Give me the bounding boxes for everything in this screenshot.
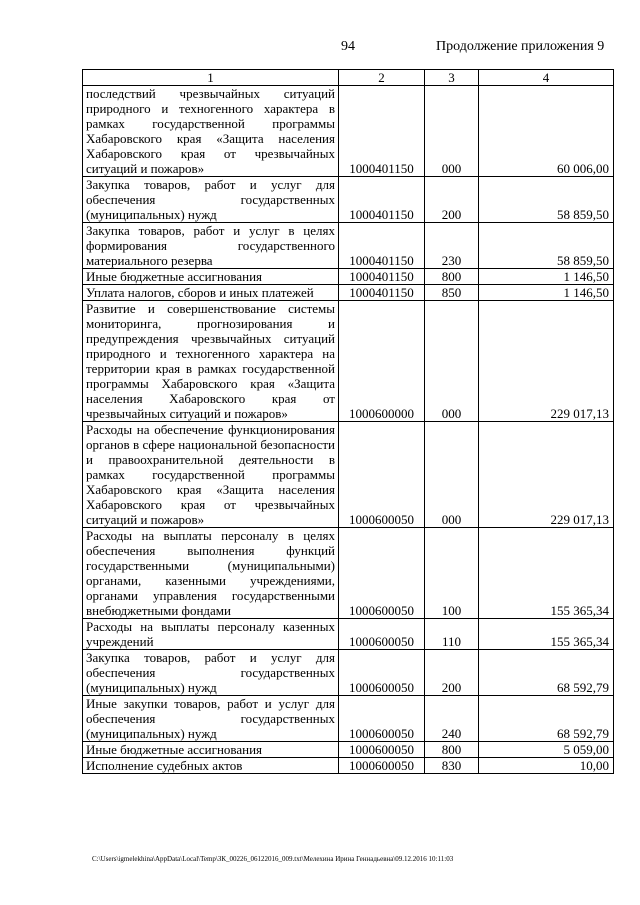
expense-type-code: 000 [425,301,479,422]
expense-name: Иные бюджетные ассигнования [83,269,339,285]
expense-name: Иные закупки товаров, работ и услуг для обеспечения государственных (муниципальных) нужд [83,696,339,742]
table-row [83,742,614,758]
target-article-code: 1000600000 [339,301,425,422]
expense-type-code: 240 [425,696,479,742]
expense-name: Расходы на обеспечение функционирования органов в сфере национальной безопасности и правоохранительной деятельности в рамках государственной программы Хабаровского края «Защита населения Хабаровского края от чрезвычайных ситуаций и пожаров» [83,422,339,528]
amount: 60 006,00 [479,86,614,177]
expense-type-code: 200 [425,177,479,223]
table-row [83,285,614,301]
expense-type-code: 000 [425,86,479,177]
column-number-row [83,70,614,86]
column-header: 4 [479,70,614,86]
column-header: 3 [425,70,479,86]
table-row [83,269,614,285]
expense-name: Закупка товаров, работ и услуг в целях формирования государственного материального резерва [83,223,339,269]
expense-name: Исполнение судебных актов [83,758,339,774]
page-number: 94 [341,39,355,54]
expense-name: Закупка товаров, работ и услуг для обеспечения государственных (муниципальных) нужд [83,177,339,223]
target-article-code: 1000600050 [339,742,425,758]
amount: 10,00 [479,758,614,774]
amount: 155 365,34 [479,528,614,619]
expense-name: Уплата налогов, сборов и иных платежей [83,285,339,301]
table-row [83,177,614,223]
table-row [83,422,614,528]
expense-name: последствий чрезвычайных ситуаций природного и техногенного характера в рамках государственной программы Хабаровского края «Защита населения Хабаровского края от чрезвычайных ситуаций и пожаров» [83,86,339,177]
target-article-code: 1000401150 [339,223,425,269]
expense-type-code: 230 [425,223,479,269]
expense-type-code: 110 [425,619,479,650]
target-article-code: 1000600050 [339,696,425,742]
table-row [83,528,614,619]
amount: 5 059,00 [479,742,614,758]
expense-name: Иные бюджетные ассигнования [83,742,339,758]
target-article-code: 1000600050 [339,528,425,619]
expense-type-code: 100 [425,528,479,619]
table-row [83,86,614,177]
table-row [83,301,614,422]
column-header: 2 [339,70,425,86]
budget-table [82,69,614,774]
amount: 58 859,50 [479,223,614,269]
table-row [83,696,614,742]
table-row [83,223,614,269]
amount: 68 592,79 [479,650,614,696]
target-article-code: 1000401150 [339,177,425,223]
table-row [83,619,614,650]
amount: 229 017,13 [479,422,614,528]
expense-type-code: 200 [425,650,479,696]
expense-type-code: 850 [425,285,479,301]
expense-name: Закупка товаров, работ и услуг для обеспечения государственных (муниципальных) нужд [83,650,339,696]
expense-type-code: 830 [425,758,479,774]
amount: 58 859,50 [479,177,614,223]
expense-type-code: 800 [425,269,479,285]
expense-name: Развитие и совершенствование системы мониторинга, прогнозирования и предупреждения чрезвычайных ситуаций природного и техногенного характера на территории края в рамках государственной программы Хабаровского края «Защита населения Хабаровского края от чрезвычайных ситуаций и пожаров» [83,301,339,422]
expense-type-code: 000 [425,422,479,528]
target-article-code: 1000401150 [339,285,425,301]
expense-type-code: 800 [425,742,479,758]
target-article-code: 1000600050 [339,758,425,774]
file-path-footer: C:\Users\igmelekhina\AppData\Local\Temp\ЗК_00226_06122016_009.txt\Мелехина Ирина Геннадьевна\09.12.2016 10:11:03 [92,855,454,863]
column-header: 1 [83,70,339,86]
target-article-code: 1000600050 [339,422,425,528]
amount: 155 365,34 [479,619,614,650]
expense-name: Расходы на выплаты персоналу казенных учреждений [83,619,339,650]
target-article-code: 1000600050 [339,650,425,696]
amount: 1 146,50 [479,285,614,301]
target-article-code: 1000600050 [339,619,425,650]
table-row [83,650,614,696]
target-article-code: 1000401150 [339,269,425,285]
target-article-code: 1000401150 [339,86,425,177]
appendix-continuation-title: Продолжение приложения 9 [436,39,605,54]
table-row [83,758,614,774]
amount: 1 146,50 [479,269,614,285]
expense-name: Расходы на выплаты персоналу в целях обеспечения выполнения функций государственными (муниципальными) органами, казенными учреждениями, органами управления государственными внебюджетными фондами [83,528,339,619]
amount: 229 017,13 [479,301,614,422]
amount: 68 592,79 [479,696,614,742]
